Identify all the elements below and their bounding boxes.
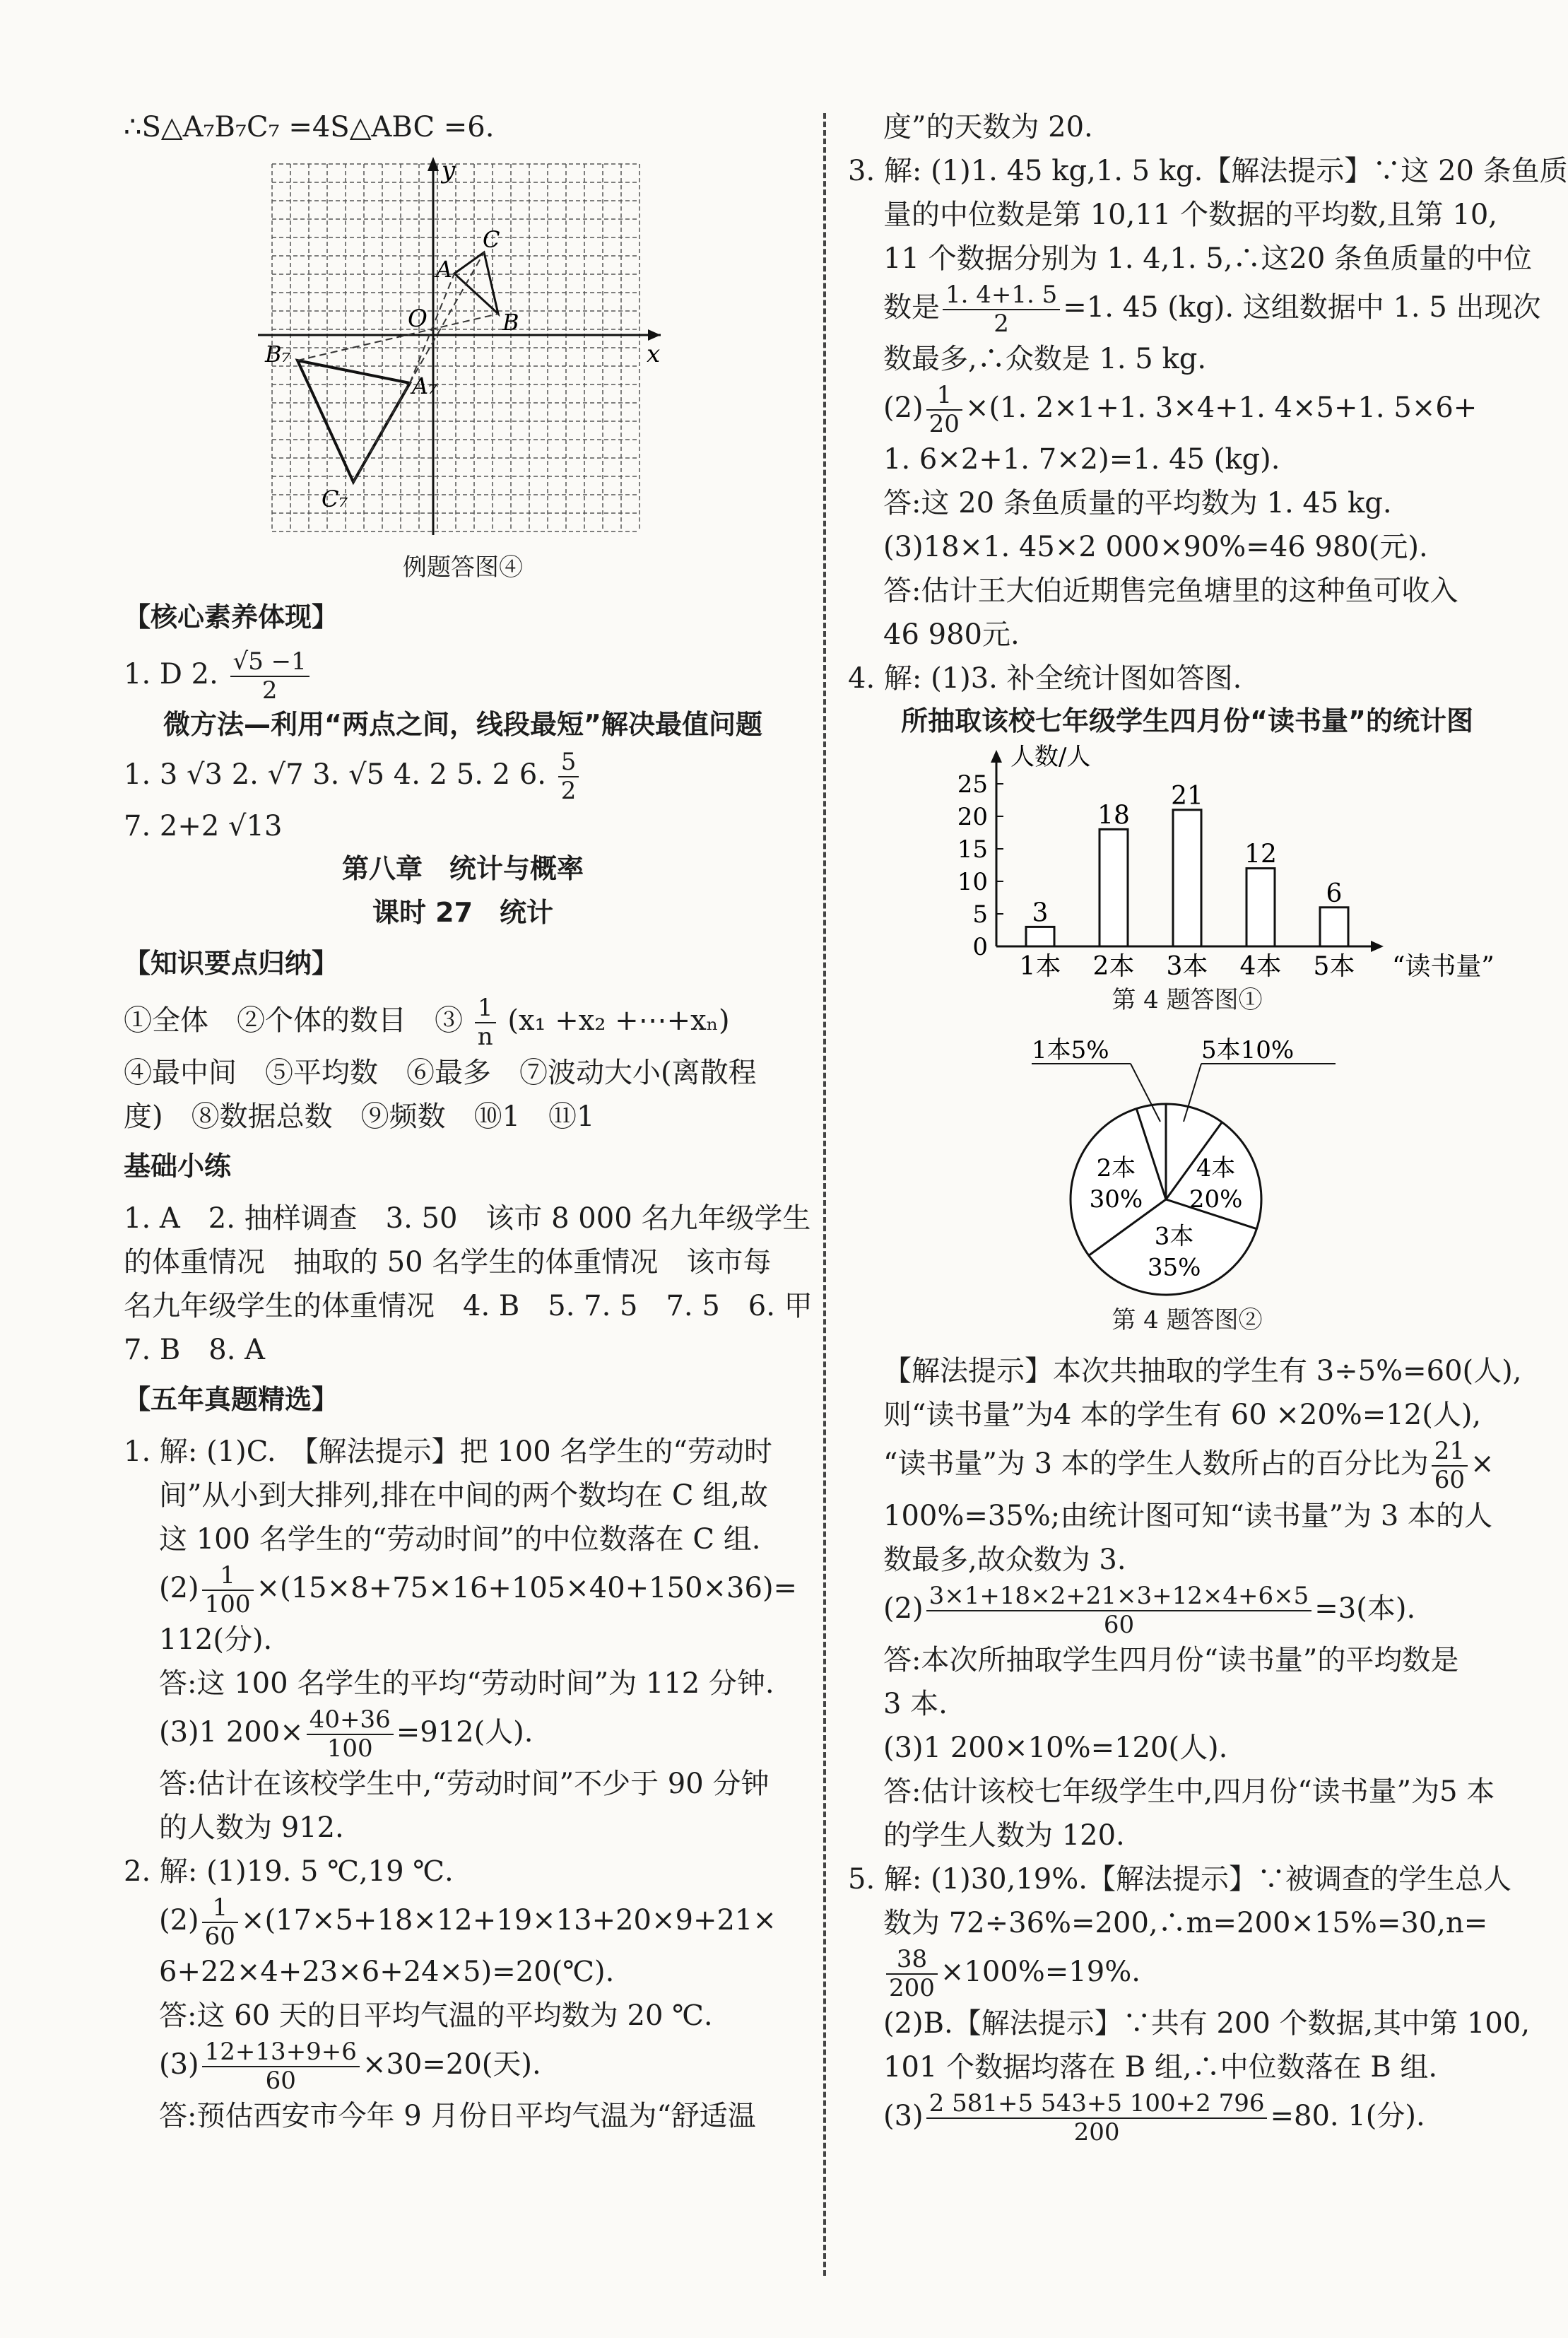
knowledge-line-1: ①全体 ②个体的数目 ③ $\frac{1}{n}$ (x₁ +x₂ +⋯+xₙ): [124, 994, 730, 1052]
section-five-years: 【五年真题精选】: [124, 1383, 339, 1415]
p3-line-3: 11 个数据分别为 1. 4,1. 5,∴这20 条鱼质量的中位: [883, 242, 1533, 275]
p4-line-10: (3)1 200×10%=120(人).: [883, 1731, 1228, 1764]
label-b: B: [502, 309, 519, 336]
section-core: 【核心素养体现】: [124, 601, 339, 633]
figure-caption: 例题答图④: [403, 553, 523, 582]
bar-chart-svg: [919, 743, 1495, 982]
bar-ytick: 5: [972, 900, 988, 929]
p5-line-6: (3) $\frac{2 581+5 543+5 100+2 796}{200}$ =80. 1(分).: [883, 2089, 1425, 2147]
p3-line-7: 1. 6×2+1. 7×2)=1. 45 (kg).: [883, 443, 1280, 476]
p5-line-4: (2)B.【解法提示】∵共有 200 个数据,其中第 100,: [883, 2007, 1531, 2040]
bar-ytick: 15: [957, 835, 988, 864]
p4-line-9: 3 本.: [883, 1687, 948, 1720]
bar-chart: [919, 743, 1495, 982]
label-b7: B₇: [265, 341, 291, 368]
bar-ytick: 0: [972, 933, 988, 962]
p1-line-7: (3)1 200× $\frac{40+36}{100}$ =912(人).: [159, 1705, 534, 1763]
label-o: O: [408, 305, 428, 333]
micro-answers-1: 1. 3 √3 2. √7 3. √5 4. 2 5. 2 6. $\frac{5}{2}$: [124, 748, 802, 805]
basic-line-1: 1. A 2. 抽样调查 3. 50 该市 8 000 名九年级学生: [124, 1202, 811, 1235]
p4-line-11: 答:估计该校七年级学生中,四月份“读书量”为5 本: [883, 1775, 1495, 1808]
knowledge-line-3: 度) ⑧数据总数 ⑨频数 ⑩1 ⑪1: [124, 1100, 595, 1133]
chapter-title: 第八章 统计与概率: [341, 853, 584, 885]
bar-ylabel: 人数/人: [1010, 743, 1091, 772]
bar-value-label: 6: [1326, 879, 1343, 909]
micro-answers-2: 7. 2+2 √13: [124, 810, 283, 843]
p3-line-5: 数最多,∴众数是 1. 5 kg.: [883, 343, 1207, 376]
coordinate-grid-figure: [251, 150, 675, 546]
p3-line-9: (3)18×1. 45×2 000×90%=46 980(元).: [883, 531, 1428, 564]
p4-line-5: 100%=35%;由统计图可知“读书量”为 3 本的人: [883, 1499, 1493, 1532]
label-c: C: [483, 226, 500, 253]
bar-ytick: 10: [957, 868, 988, 897]
pie-chart-svg: [1025, 1030, 1350, 1298]
coordinate-grid-svg: [251, 150, 675, 546]
bar-category-label: 4本: [1239, 952, 1282, 982]
bar-ytick: 20: [957, 803, 988, 832]
p3-line-1: 3. 解: (1)1. 45 kg,1. 5 kg.【解法提示】∵这 20 条鱼质: [848, 155, 1568, 187]
p3-line-6: (2) $\frac{1}{20}$ ×(1. 2×1+1. 3×4+1. 4×5+1. 5×6+: [883, 381, 1478, 439]
p4-line-7: (2) $\frac{3\times 1+18\times 2+21\times 3+12\times 4+6\times 5}{60}$ =3(本).: [883, 1581, 1416, 1639]
p4-line-3: 则“读书量”为4 本的学生有 60 ×20%=12(人),: [883, 1399, 1482, 1432]
p4-line-6: 数最多,故众数为 3.: [883, 1543, 1126, 1576]
p1-line-9: 的人数为 912.: [159, 1811, 344, 1844]
section-knowledge: 【知识要点归纳】: [124, 948, 339, 980]
pie-chart-caption: 第 4 题答图②: [1112, 1306, 1263, 1335]
area-result: ∴S△A₇B₇C₇ =4S△ABC =6.: [124, 111, 495, 143]
p4-line-8: 答:本次所抽取学生四月份“读书量”的平均数是: [883, 1643, 1459, 1676]
bar-category-label: 3本: [1166, 952, 1208, 982]
bar-chart-caption: 第 4 题答图①: [1112, 986, 1263, 1015]
p3-line-11: 46 980元.: [883, 618, 1020, 652]
p2-line-3: 6+22×4+23×6+24×5)=20(℃).: [159, 1956, 615, 1989]
section-basic: 基础小练: [124, 1150, 232, 1182]
p2-line-5: (3) $\frac{12+13+9+6}{60}$ ×30=20(天).: [159, 2038, 541, 2096]
bar-category-label: 5本: [1313, 952, 1355, 982]
bar-xlabel: “读书量”: [1392, 952, 1495, 982]
p5-line-3: $\frac{38}{200}$ ×100%=19%.: [848, 1946, 1526, 2002]
p1-line-4: (2) $\frac{1}{100}$ ×(15×8+75×16+105×40+150×36)=: [159, 1561, 798, 1619]
column-divider: [823, 113, 826, 2276]
p5-line-1: 5. 解: (1)30,19%.【解法提示】∵被调查的学生总人: [848, 1862, 1511, 1896]
pie-slice-pct: 35%: [1147, 1253, 1201, 1282]
p1-line-6: 答:这 100 名学生的平均“劳动时间”为 112 分钟.: [159, 1667, 774, 1700]
bar: [1173, 810, 1201, 946]
pie-slice-pct: 20%: [1189, 1185, 1243, 1214]
label-a: A: [436, 256, 453, 283]
bar-value-label: 3: [1032, 898, 1049, 928]
p3-line-10: 答:估计王大伯近期售完鱼塘里的这种鱼可收入: [883, 575, 1458, 608]
bar: [1320, 907, 1348, 946]
pie-slice-label: 2本: [1096, 1154, 1136, 1183]
triangle-abc: [454, 252, 498, 314]
p2-line-2: (2) $\frac{1}{60}$ ×(17×5+18×12+19×13+20×9+21×: [159, 1893, 777, 1951]
lesson-title: 课时 27 统计: [372, 897, 554, 929]
label-x: x: [647, 340, 661, 368]
bar-value-label: 12: [1244, 840, 1277, 869]
pie-slice-pct: 30%: [1089, 1185, 1143, 1214]
p2-line-4: 答:这 60 天的日平均气温的平均数为 20 ℃.: [159, 1999, 713, 2033]
p1-line-5: 112(分).: [159, 1623, 273, 1656]
core-answers: 1. D 2. $\frac{√5 -1}{2}$: [124, 648, 802, 705]
bar: [1100, 830, 1128, 947]
p5-line-5: 101 个数据均落在 B 组,∴中位数落在 B 组.: [883, 2050, 1438, 2084]
p5-line-2: 数为 72÷36%=200,∴m=200×15%=30,n=: [883, 1906, 1488, 1939]
bar-category-label: 2本: [1092, 952, 1135, 982]
basic-line-2: 的体重情况 抽取的 50 名学生的体重情况 该市每: [124, 1245, 772, 1279]
bar: [1026, 927, 1054, 947]
p4-line-12: 的学生人数为 120.: [883, 1819, 1125, 1852]
knowledge-line-2: ④最中间 ⑤平均数 ⑥最多 ⑦波动大小(离散程: [124, 1056, 757, 1089]
basic-line-3: 名九年级学生的体重情况 4. B 5. 7. 5 7. 5 6. 甲: [124, 1289, 813, 1322]
p4-line-1: 4. 解: (1)3. 补全统计图如答图.: [848, 662, 1242, 695]
pie-callout-1: 1本5%: [1032, 1036, 1109, 1065]
micro-method-title: 微方法—利用“两点之间，线段最短”解决最值问题: [163, 709, 762, 741]
p1-line-3: 这 100 名学生的“劳动时间”的中位数落在 C 组.: [159, 1522, 761, 1556]
bar: [1246, 869, 1275, 946]
label-c7: C₇: [322, 486, 348, 512]
right-column: [848, 106, 1568, 2147]
bar-value-label: 18: [1097, 801, 1130, 830]
pie-slice-label: 4本: [1196, 1154, 1236, 1183]
bar-ytick: 25: [957, 770, 988, 799]
pie-callout-2: 5本10%: [1201, 1036, 1295, 1065]
p1-line-1: 1. 解: (1)C. 【解法提示】把 100 名学生的“劳动时: [124, 1435, 772, 1468]
p3-line-8: 答:这 20 条鱼质量的平均数为 1. 45 kg.: [883, 487, 1392, 520]
label-a7: A₇: [412, 372, 437, 399]
pie-chart: [1025, 1030, 1350, 1298]
p3-line-2: 量的中位数是第 10,11 个数据的平均数,且第 10,: [883, 199, 1497, 231]
bar-chart-title: 所抽取该校七年级学生四月份“读书量”的统计图: [901, 705, 1473, 737]
bar-category-label: 1本: [1019, 952, 1061, 982]
left-column: [124, 106, 813, 2139]
p1-line-8: 答:估计在该校学生中,“劳动时间”不少于 90 分钟: [159, 1767, 770, 1800]
p4-line-4: “读书量”为 3 本的学生人数所占的百分比为 $\frac{21}{60}$ ×: [883, 1437, 1495, 1495]
p3-line-4: 数是 $\frac{1. 4+1. 5}{2}$ =1. 45 (kg). 这组数据中 1. 5 出现次: [883, 281, 1541, 339]
label-y: y: [442, 156, 456, 184]
bar-value-label: 21: [1171, 782, 1203, 811]
p4-line-2: 【解法提示】本次共抽取的学生有 3÷5%=60(人),: [883, 1355, 1522, 1388]
p1-line-2: 间”从小到大排列,排在中间的两个数均在 C 组,故: [159, 1479, 768, 1512]
p2-line-1: 2. 解: (1)19. 5 ℃,19 ℃.: [124, 1855, 454, 1888]
pie-slice-label: 3本: [1154, 1222, 1194, 1251]
p2-line-6: 答:预估西安市今年 9 月份日平均气温为“舒适温: [159, 2100, 756, 2133]
basic-line-4: 7. B 8. A: [124, 1333, 266, 1366]
r-line-0: 度”的天数为 20.: [883, 111, 1093, 143]
